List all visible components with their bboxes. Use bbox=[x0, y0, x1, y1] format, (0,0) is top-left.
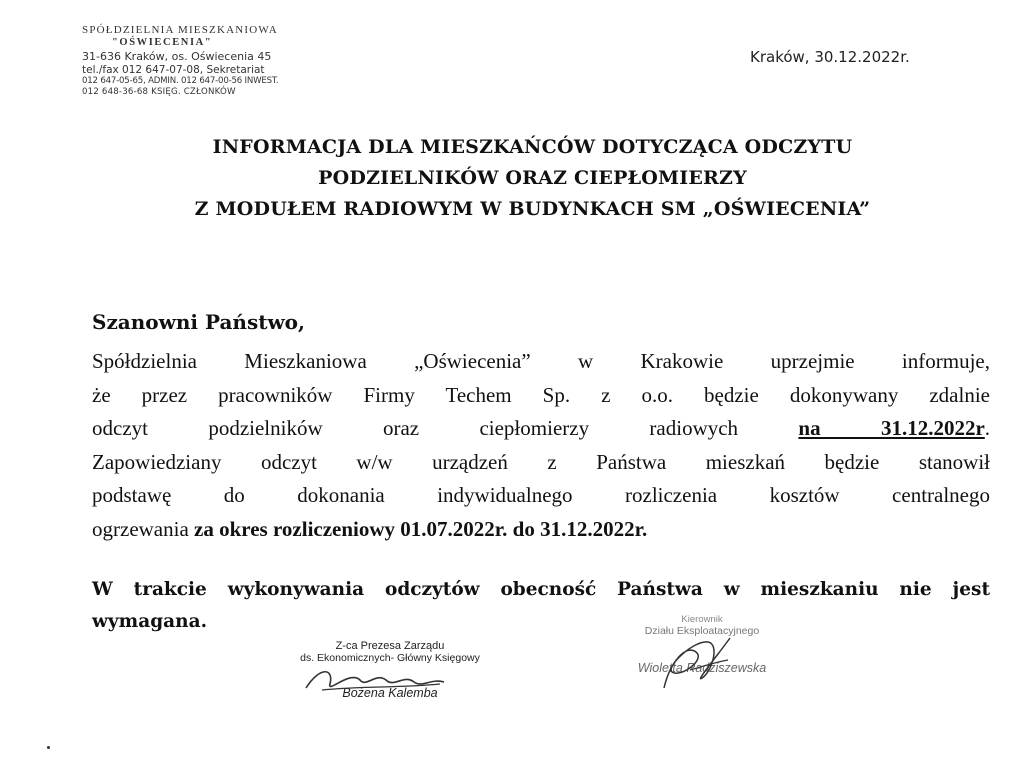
presence-notice bbox=[92, 574, 990, 638]
signatory-role-left: ds. Ekonomicznych- Główny Księgowy bbox=[300, 652, 480, 664]
signatory-name-right: Wioletta Radziszewska bbox=[637, 661, 767, 675]
body-line-3-period: . bbox=[984, 416, 991, 440]
greeting: Szanowni Państwo, bbox=[92, 310, 305, 334]
scan-speck bbox=[47, 746, 50, 749]
title-line-1: INFORMACJA DLA MIESZKAŃCÓW DOTYCZĄCA ODCZYTU bbox=[212, 136, 853, 158]
title-line-2: PODZIELNIKÓW ORAZ CIEPŁOMIERZY bbox=[318, 167, 747, 189]
notice-line-1: W trakcie wykonywania odczytów obecność Państwa w mieszkaniu nie jest bbox=[92, 579, 990, 600]
stamp-line-phone: tel./fax 012 647-07-08, Sekretariat bbox=[82, 63, 265, 76]
document-title bbox=[80, 132, 985, 225]
stamp-line-phone-accounting: 012 648-36-68 KSIĘG. CZŁONKÓW bbox=[82, 86, 236, 97]
body-line-4: Zapowiedziany odczyt w/w urządzeń z Państwa mieszkań będzie stanowił bbox=[92, 449, 990, 474]
reading-date: na 31.12.2022r bbox=[798, 416, 985, 440]
signatory-role-right: Działu Eksploatacyjnego bbox=[644, 625, 760, 637]
handwritten-signature-left bbox=[300, 662, 450, 698]
signatory-title-left: Z-ca Prezesa Zarządu bbox=[335, 640, 445, 652]
notice-line-2: wymagana. bbox=[92, 611, 208, 632]
body-line-6-text: ogrzewania bbox=[92, 516, 189, 541]
body-paragraph bbox=[92, 345, 990, 546]
stamp-line-address: 31-636 Kraków, os. Oświecenia 45 bbox=[82, 50, 272, 64]
stamp-line-phone-admin: 012 647-05-65, ADMIN. 012 647-00-56 INWEST. bbox=[82, 76, 279, 87]
stamp-line-quoted-name: "OŚWIECENIA" bbox=[112, 37, 213, 49]
signatory-name-left: Bożena Kalemba bbox=[342, 686, 438, 700]
billing-period: za okres rozliczeniowy 01.07.2022r. do 31.12.2022r. bbox=[194, 516, 648, 541]
title-line-3: Z MODUŁEM RADIOWYM W BUDYNKACH SM „OŚWIECENIA” bbox=[194, 198, 871, 220]
body-line-3 bbox=[92, 412, 990, 446]
body-line-2: że przez pracowników Firmy Techem Sp. z o.o. będzie dokonywany zdalnie bbox=[92, 382, 990, 407]
body-line-5: podstawę do dokonania indywidualnego rozliczenia kosztów centralnego bbox=[92, 483, 990, 507]
handwritten-signature-right bbox=[650, 632, 740, 692]
body-line-6 bbox=[92, 513, 990, 547]
cooperative-stamp bbox=[82, 24, 314, 97]
document-date: Kraków, 30.12.2022r. bbox=[750, 48, 910, 66]
stamp-line-name: SPÓŁDZIELNIA MIESZKANIOWA bbox=[82, 24, 278, 36]
signatory-title-right: Kierownik bbox=[681, 614, 723, 625]
body-line-3-text: odczyt podzielników oraz ciepłomierzy radiowych bbox=[92, 416, 739, 440]
body-line-1: Spółdzielnia Mieszkaniowa „Oświecenia” w Krakowie uprzejmie informuje, bbox=[92, 349, 990, 373]
